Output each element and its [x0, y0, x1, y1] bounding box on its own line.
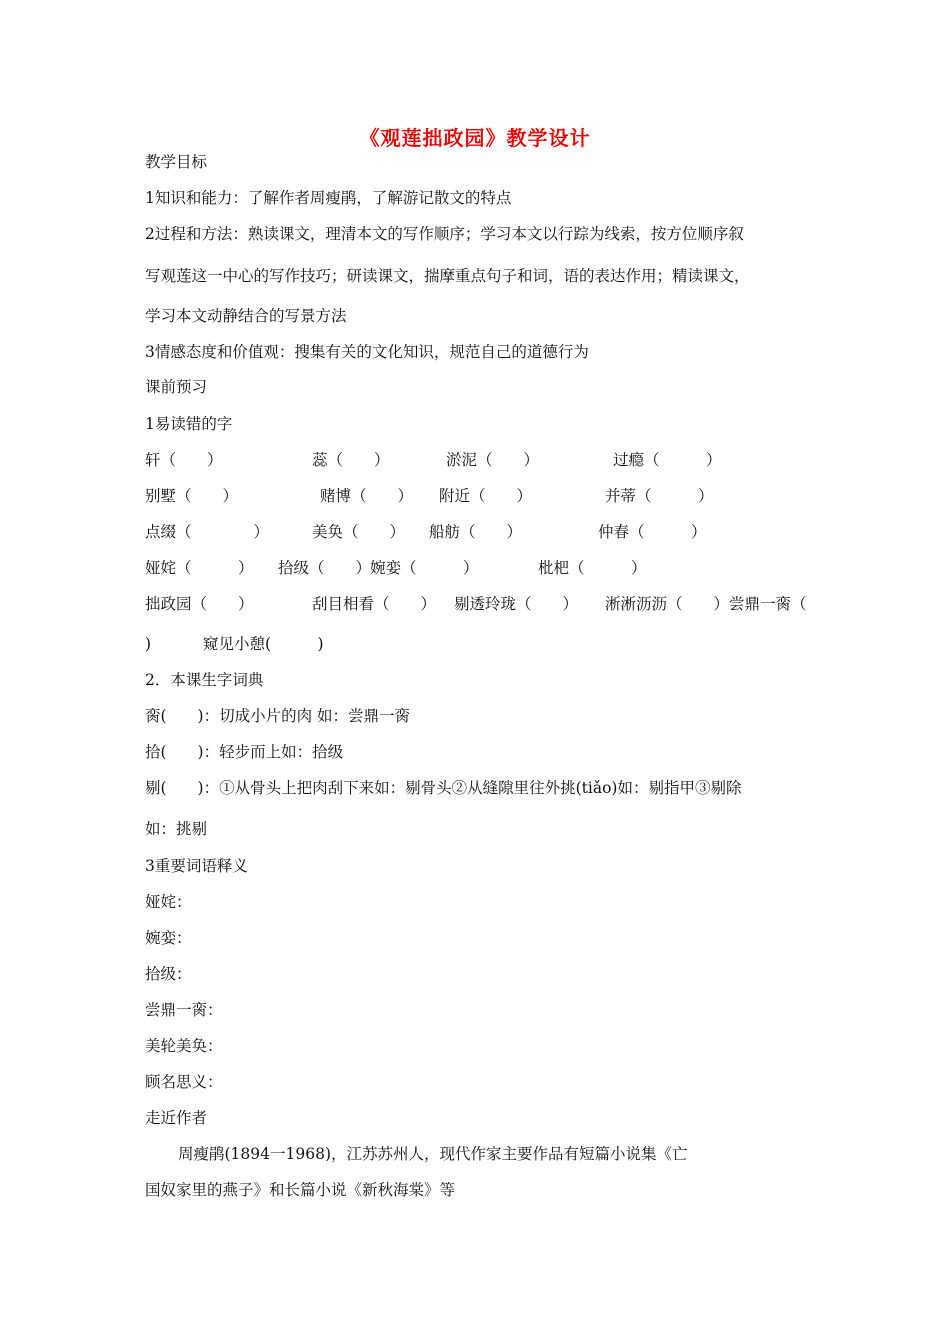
dictionary-entry: 脔( )：切成小片的肉 如：尝鼎一脔 [145, 707, 411, 725]
goal-3: 3情感态度和价值观：搜集有关的文化知识，规范自己的道德行为 [145, 343, 589, 361]
vocabulary-term: 拾级： [145, 965, 192, 983]
vocabulary-term: 婉娈： [145, 929, 192, 947]
pinyin-item: 轩（ ） [145, 451, 223, 469]
subheading-dictionary: 2．本课生字词典 [145, 671, 264, 689]
pinyin-item: 仲春（ ） [598, 523, 707, 541]
subheading-misread-chars: 1易读错的字 [145, 415, 233, 433]
goal-2-line-2: 写观莲这一中心的写作技巧；研读课文，揣摩重点句子和词，语的表达作用；精读课文， [145, 267, 750, 285]
pinyin-item: ) [145, 635, 152, 653]
vocabulary-term: 顾名思义： [145, 1073, 223, 1091]
pinyin-item: 点缀（ ） [145, 523, 270, 541]
pinyin-item: 刮目相看（ ） [312, 595, 437, 613]
pinyin-item: 并蒂（ ） [605, 487, 714, 505]
pinyin-item: 淤泥（ ） [446, 451, 540, 469]
subheading-vocabulary: 3重要词语释义 [145, 857, 248, 875]
section-heading-preview: 课前预习 [145, 378, 208, 396]
dictionary-entry: 剔( )：①从骨头上把肉刮下来如：剔骨头②从缝隙里往外挑(tiǎo)如：剔指甲③剔除 [145, 779, 742, 797]
section-heading-goals: 教学目标 [145, 153, 208, 171]
pinyin-item: 拙政园（ ） [145, 595, 254, 613]
vocabulary-term: 娅姹： [145, 893, 192, 911]
pinyin-item: 蕊（ ） [312, 451, 390, 469]
author-paragraph-line-2: 国奴家里的燕子》和长篇小说《新秋海棠》等 [145, 1181, 456, 1199]
pinyin-item: 船舫（ ） [429, 523, 523, 541]
document-title: 《观莲拙政园》教学设计 [359, 126, 591, 150]
pinyin-item: 淅淅沥沥（ ）尝鼎一脔（ [605, 595, 807, 613]
pinyin-item: 赌博（ ） [320, 487, 414, 505]
dictionary-entry: 拾( )：轻步而上如：拾级 [145, 743, 344, 761]
dictionary-entry-continued: 如：挑剔 [145, 820, 208, 838]
pinyin-item: 窥见小憩( ) [203, 635, 324, 653]
pinyin-item: 枇杷（ ） [538, 559, 647, 577]
pinyin-item: 婉娈（ ） [370, 559, 479, 577]
vocabulary-term: 美轮美奂： [145, 1037, 223, 1055]
pinyin-item: 美奂（ ） [312, 523, 406, 541]
goal-2-line-1: 2过程和方法：熟读课文，理清本文的写作顺序；学习本文以行踪为线索，按方位顺序叙 [145, 225, 744, 243]
goal-2-line-3: 学习本文动静结合的写景方法 [145, 307, 347, 325]
pinyin-item: 娅姹（ ） [145, 559, 254, 577]
section-heading-author: 走近作者 [145, 1109, 208, 1127]
pinyin-item: 拾级（ ） [278, 559, 372, 577]
pinyin-item: 附近（ ） [439, 487, 533, 505]
pinyin-item: 别墅（ ） [145, 487, 239, 505]
pinyin-item: 过瘾（ ） [613, 451, 722, 469]
author-paragraph-line-1: 周瘦鹃(1894一1968)，江苏苏州人，现代作家主要作品有短篇小说集《亡 [178, 1145, 688, 1163]
pinyin-item: 剔透玲珑（ ） [454, 595, 579, 613]
vocabulary-term: 尝鼎一脔： [145, 1001, 223, 1019]
goal-1: 1知识和能力：了解作者周瘦鹃，了解游记散文的特点 [145, 189, 512, 207]
